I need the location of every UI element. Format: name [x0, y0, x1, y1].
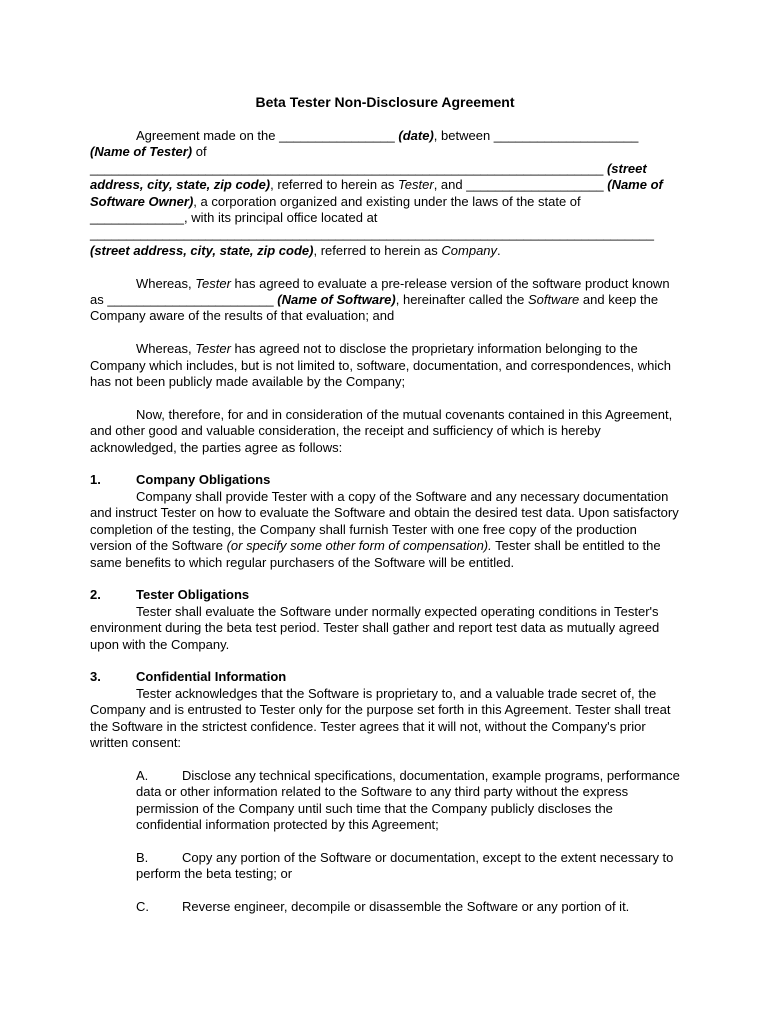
intro-paragraph: Agreement made on the ________________ (date), between ____________________ (Name of Tester) of _______________________________________________________________________ (street address, city, state, zip code), referred to herein as Tester, and ___________________ (Name of Software Owner), a corporation organized and existing under the laws of the state of _____________, with its principal office located at ______________________________________________________________________________ (street address, city, state, zip code), referred to herein as Company. [90, 128, 663, 258]
software-name-label: (Name of Software) [277, 292, 396, 308]
owner-name-label: (Name of Software Owner) [90, 177, 663, 209]
tester-address-blank: _______________________________________________________________________ [90, 160, 604, 176]
tester-name-label: (Name of Tester) [90, 144, 193, 160]
list-item: B. Copy any portion of the Software or documentation, except to the extent necessary to perform the beta testing; or [136, 849, 674, 882]
date-blank: ________________ [279, 128, 395, 143]
section-heading-confidential-information: 3. Confidential Information [90, 669, 287, 685]
tester-name-blank: ____________________ [493, 128, 639, 143]
section-text-confidential-information: Tester acknowledges that the Software is proprietary to, and a valuable trade secret of, the Company and is entrusted to Tester only for the purpose set forth in this Agreement. Tester shall treat the Software in the strictest confidence. Tester agrees that it will not, without the Company's prior written consent: [90, 685, 671, 750]
company-address-label: (street address, city, state, zip code) [90, 242, 314, 258]
document-title: Beta Tester Non-Disclosure Agreement [255, 94, 515, 110]
document-body [90, 128, 680, 932]
list-item: A. Disclose any technical specifications, documentation, example programs, performance data or other information related to the Software to any third party without the express permission of the Company until such time that the Company publicly discloses the confidential information protected by this Agreement; [136, 767, 680, 832]
section-heading-tester-obligations: 2. Tester Obligations [90, 587, 250, 603]
section-heading-company-obligations: 1. Company Obligations [90, 472, 271, 488]
section-text-tester-obligations: Tester shall evaluate the Software under normally expected operating conditions in Tester's environment during the beta test period. Tester shall gather and report test data as mutually agreed upon with the Company. [90, 603, 660, 652]
tester-address-label: (street address, city, state, zip code) [90, 160, 647, 193]
date-label: (date) [398, 128, 434, 143]
whereas-paragraph-1: Whereas, Tester has agreed to evaluate a pre-release version of the software product known as _______________________ (Name of Software), hereinafter called the Software and keep the Company aware of the results of that evaluation; and [90, 275, 670, 324]
company-address-blank: ______________________________________________________________________________ [90, 226, 654, 242]
now-therefore-paragraph: Now, therefore, for and in consideration of the mutual covenants contained in this Agreement, and other good and valuable consideration, the receipt and sufficiency of which is hereby acknowledged, the parties agree as follows: [90, 406, 673, 455]
whereas-paragraph-2: Whereas, Tester has agreed not to disclose the proprietary information belonging to the Company which includes, but is not limited to, software, documentation, and correspondences, which has not been publicly made available by the Company; [90, 341, 671, 390]
list-item: C. Reverse engineer, decompile or disassemble the Software or any portion of it. [136, 898, 630, 914]
section-text-company-obligations: Company shall provide Tester with a copy of the Software and any necessary documentation and instruct Tester on how to evaluate the Software and obtain the desired test data. Upon satisfactory completion of the testing, the Company shall furnish Tester with one free copy of the production version of the Software (or specify some other form of compensation). Tester shall be entitled to the same benefits to which regular purchasers of the Software will be entitled. [90, 488, 679, 570]
state-blank: _____________ [90, 210, 184, 226]
owner-name-blank: ___________________ [466, 177, 604, 193]
software-name-blank: _______________________ [107, 292, 274, 308]
